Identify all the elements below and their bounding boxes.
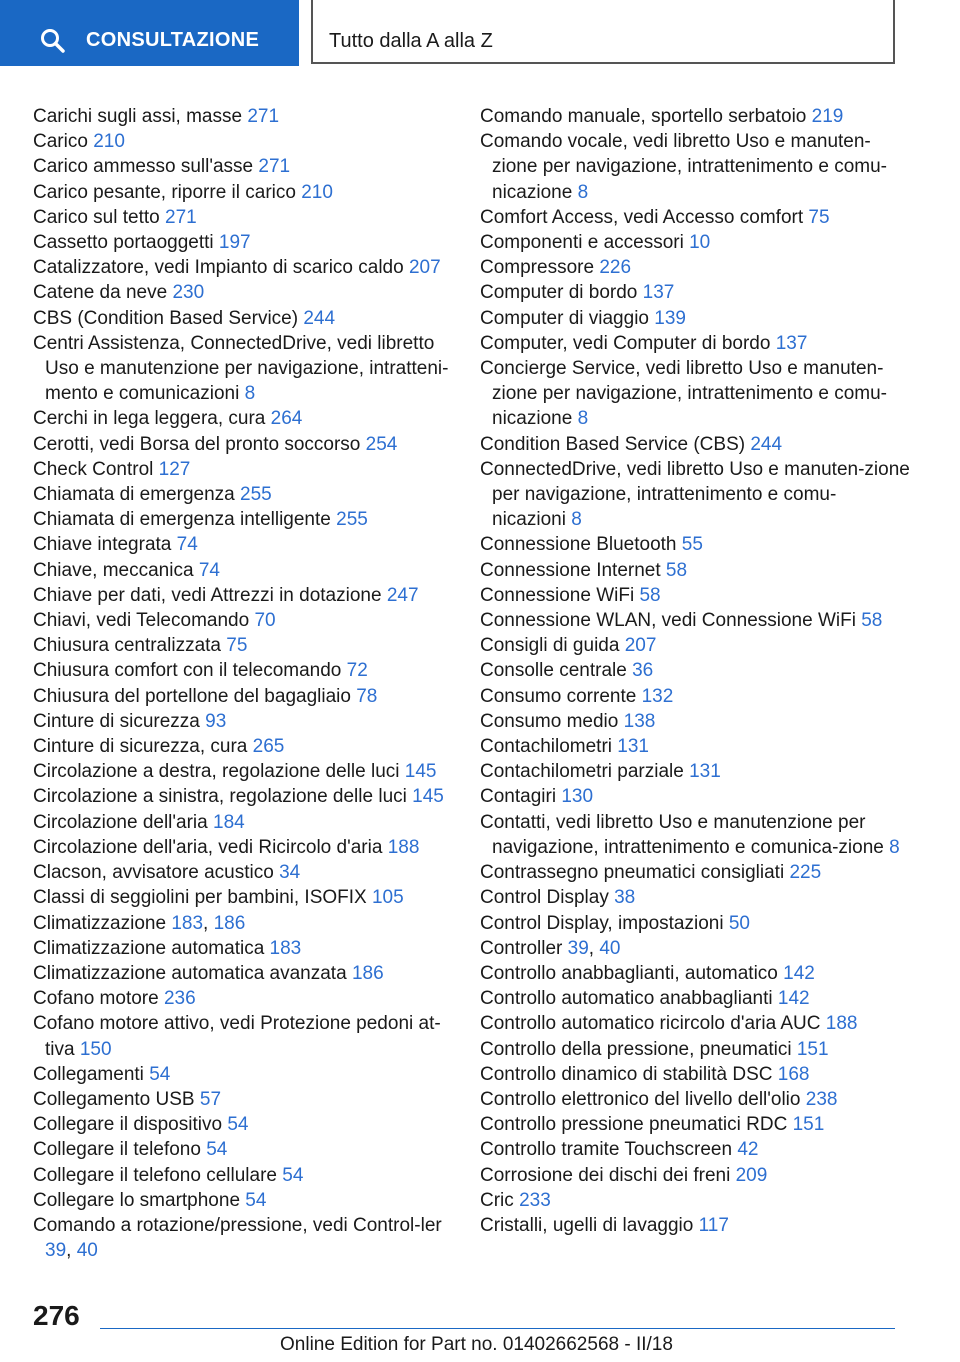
index-entry [33, 583, 453, 608]
index-entry-text: Carico ammesso sull'asse [33, 156, 254, 178]
index-entry [33, 784, 453, 809]
index-entry-text: Comfort Access, vedi Accesso comfort [480, 206, 804, 228]
index-entry-text: Computer di bordo [480, 282, 638, 304]
index-entry [33, 684, 453, 709]
index-entry-text: Collegamenti [33, 1063, 144, 1085]
page-link[interactable]: 8 [889, 836, 900, 858]
index-entry [480, 709, 910, 734]
page-link[interactable]: 10 [689, 232, 711, 254]
page-link[interactable]: 139 [654, 307, 686, 329]
index-entry [33, 180, 453, 205]
index-entry [480, 129, 910, 205]
section-label: CONSULTAZIONE [86, 29, 260, 51]
index-entry-text: Computer di viaggio [480, 307, 649, 329]
page-link[interactable]: 74 [198, 559, 220, 581]
page-link[interactable]: 36 [632, 660, 654, 682]
page-link[interactable]: 39 [567, 937, 589, 959]
page-number: 276 [33, 1300, 80, 1331]
index-entry-text: Chiusura del portellone del bagagliaio [33, 685, 351, 707]
index-entry-text: Collegare il dispositivo [33, 1114, 223, 1136]
index-entry: Climatizzazione 183, 186 [33, 912, 246, 934]
index-entry [33, 154, 453, 179]
index-entry [33, 608, 453, 633]
index-entry-text: Cinture di sicurezza [33, 710, 200, 732]
index-entry-text: Chiave per dati, vedi Attrezzi in dotazione [33, 584, 382, 606]
index-entry-text: Chiamata di emergenza intelligente [33, 509, 331, 531]
index-entry [480, 331, 910, 356]
page-link[interactable]: 271 [258, 156, 291, 178]
page-link[interactable]: 264 [270, 408, 303, 430]
index-entry-text: Centri Assistenza, ConnectedDrive, vedi libretto Uso e manutenzione per navigazione, intratteni-mento e comunicazioni [33, 332, 449, 405]
index-entry-text: Concierge Service, vedi libretto Uso e manuten-zione per navigazione, intrattenimento e comu-nicazione [480, 358, 888, 430]
index-entry [480, 1163, 910, 1188]
index-entry [33, 558, 453, 583]
page-link[interactable]: 50 [728, 912, 750, 934]
index-entry-text: Contachilometri parziale [480, 761, 684, 783]
index-entry-text: Comando manuale, sportello serbatoio [480, 106, 807, 127]
index-entry-text: Collegamento USB [33, 1088, 195, 1110]
index-entry-text: Clacson, avvisatore acustico [33, 862, 274, 884]
index-entry [480, 1087, 910, 1112]
page-link[interactable]: 188 [387, 836, 420, 858]
page-link[interactable]: 54 [282, 1164, 304, 1186]
page-link[interactable]: 271 [247, 106, 280, 127]
index-entry [480, 1037, 910, 1062]
page-link[interactable]: 145 [412, 786, 444, 808]
index-entry [33, 961, 453, 986]
page-link[interactable]: 8 [577, 181, 589, 203]
page-link[interactable]: 186 [351, 962, 384, 984]
index-entry [480, 608, 910, 633]
index-entry [33, 1188, 453, 1213]
index-entry [480, 961, 910, 986]
index-entry-text: Chiavi, vedi Telecomando [33, 610, 250, 632]
section-tab-consultazione[interactable] [0, 0, 299, 66]
page-link[interactable]: 197 [218, 232, 251, 254]
index-entry [33, 1011, 453, 1061]
index-entry [480, 255, 910, 280]
index-entry [33, 331, 453, 407]
index-entry-text: Catene da neve [33, 282, 168, 304]
page-link[interactable]: 230 [172, 282, 205, 304]
index-entry-text: Contachilometri [480, 736, 612, 758]
page-link[interactable]: 75 [226, 635, 248, 657]
index-entry [480, 1137, 910, 1162]
index-entry-text: Carico pesante, riporre il carico [33, 181, 296, 203]
index-entry [480, 810, 910, 860]
page-link[interactable]: 54 [245, 1189, 267, 1211]
page-link[interactable]: 210 [93, 131, 125, 153]
index-entry [33, 1112, 453, 1137]
index-entry [33, 810, 453, 835]
index-entry [480, 104, 910, 129]
index-entry [480, 205, 910, 230]
page-link[interactable]: 39 [45, 1240, 67, 1262]
index-entry-text: Consumo medio [480, 710, 619, 732]
index-entry [480, 306, 910, 331]
index-entry-text: Classi di seggiolini per bambini, ISOFIX [33, 887, 367, 909]
index-entry [33, 986, 453, 1011]
index-entry-text: Circolazione a sinistra, regolazione delle luci [33, 786, 407, 808]
page-link[interactable]: 254 [365, 433, 398, 455]
index-entry [33, 129, 453, 154]
index-entry-text: Circolazione dell'aria [33, 811, 208, 833]
page-link[interactable]: 70 [254, 610, 276, 632]
index-entry [480, 457, 910, 533]
index-entry-text: Consolle centrale [480, 660, 627, 682]
index-entry [480, 1213, 910, 1238]
page-link[interactable]: 207 [624, 635, 657, 657]
index-entry [480, 230, 910, 255]
index-entry-text: Control Display, impostazioni [480, 912, 724, 934]
chapter-title: Tutto dalla A alla Z [329, 30, 493, 52]
page-link[interactable]: 38 [614, 887, 636, 909]
index-entry-text: Chiave integrata [33, 534, 172, 556]
index-entry [480, 860, 910, 885]
index-entry-text: Connessione Bluetooth [480, 534, 677, 556]
index-entry-text: Collegare lo smartphone [33, 1189, 241, 1211]
page-link[interactable]: 40 [599, 937, 621, 959]
page-link[interactable]: 8 [571, 509, 582, 531]
index-entry [33, 709, 453, 734]
index-entry-text: Cric [480, 1189, 514, 1211]
index-entry [33, 936, 453, 961]
page-link[interactable]: 265 [252, 736, 285, 758]
page-link[interactable]: 150 [79, 1038, 112, 1060]
page-link[interactable]: 34 [279, 862, 301, 884]
index-entry [33, 532, 453, 557]
index-entry-text: Collegare il telefono cellulare [33, 1164, 277, 1186]
index-entry: Comando a rotazione/pressione, vedi Control-ler 39, 40 [33, 1214, 442, 1262]
index-entry-text: Check Control [33, 458, 154, 480]
index-entry [33, 1137, 453, 1162]
index-entry [33, 633, 453, 658]
index-entry-text: Controllo elettronico del livello dell'olio [480, 1088, 801, 1110]
index-entry [480, 1112, 910, 1137]
index-entry-text: Climatizzazione [33, 912, 167, 934]
index-entry-text: Componenti e accessori [480, 232, 684, 254]
page-link[interactable]: 8 [244, 383, 256, 405]
index-entry [480, 432, 910, 457]
page-header [0, 0, 960, 66]
index-entry-text: Control Display [480, 887, 609, 909]
page-link[interactable]: 58 [665, 559, 688, 581]
index-entry-text: Carico sul tetto [33, 206, 160, 228]
index-entry-text: Collegare il telefono [33, 1139, 201, 1161]
index-entry [480, 784, 910, 809]
index-entry [33, 835, 453, 860]
index-entry [33, 205, 453, 230]
page-link[interactable]: 40 [76, 1240, 98, 1262]
page-link[interactable]: 244 [303, 307, 336, 329]
page-link[interactable]: 142 [777, 988, 810, 1010]
index-entry-text: Cassetto portaoggetti [33, 232, 214, 254]
index-entry [480, 280, 910, 305]
index-entry [480, 633, 910, 658]
index-entry-text: Contatti, vedi libretto Uso e manutenzione per navigazione, intrattenimento e comunica-zione [480, 811, 884, 858]
index-entry-text: Cerotti, vedi Borsa del pronto soccorso [33, 433, 361, 455]
index-entry [480, 759, 910, 784]
edition-footer: Online Edition for Part no. 01402662568 - II/18 [280, 1334, 673, 1355]
index-entry [33, 507, 453, 532]
index-entry [33, 104, 453, 129]
index-entry [480, 558, 910, 583]
page-link[interactable]: 58 [639, 584, 661, 606]
index-entry-text: Chiusura comfort con il telecomando [33, 660, 342, 682]
index-entry [33, 306, 453, 331]
index-entry-text: Controllo anabbaglianti, automatico [480, 962, 778, 984]
page-link[interactable]: 8 [577, 408, 589, 430]
page-link[interactable]: 138 [623, 710, 656, 732]
index-entry-text: CBS (Condition Based Service) [33, 307, 299, 329]
index-entry [480, 1062, 910, 1087]
index-entry-text: Controller [480, 937, 563, 959]
index-entry [33, 860, 453, 885]
index-entry [480, 1011, 910, 1036]
index-entry [33, 885, 453, 910]
page-link[interactable]: 42 [737, 1139, 759, 1161]
index-entry-text: Carico [33, 131, 88, 153]
page-link[interactable]: 183 [269, 937, 302, 959]
index-entry-text: Comando vocale, vedi libretto Uso e manuten-zione per navigazione, intrattenimento e comu-nicazione [480, 131, 888, 203]
page-link[interactable]: 131 [689, 761, 721, 783]
page-link[interactable]: 142 [783, 962, 815, 984]
page-link[interactable]: 219 [811, 106, 844, 127]
index-entry-text: Contrassegno pneumatici consigliati [480, 862, 785, 884]
index-entry [33, 1163, 453, 1188]
index-entry-text: Chiamata di emergenza [33, 484, 235, 506]
page-link[interactable]: 184 [213, 811, 245, 833]
index-entry [33, 658, 453, 683]
page-link[interactable]: 93 [205, 710, 227, 732]
index-column-right [480, 104, 910, 1238]
index-entry [480, 1188, 910, 1213]
index-entry-text: Climatizzazione automatica [33, 937, 265, 959]
index-entry-text: Corrosione dei dischi dei freni [480, 1164, 731, 1186]
page-link[interactable]: 151 [792, 1114, 825, 1136]
index-entry [480, 885, 910, 910]
page-link[interactable]: 188 [825, 1013, 858, 1035]
page-link[interactable]: 137 [642, 282, 675, 304]
index-entry-text: Consumo corrente [480, 685, 637, 707]
index-entry-text: Contagiri [480, 786, 557, 808]
index-entry-text: Cristalli, ugelli di lavaggio [480, 1214, 694, 1236]
page-link[interactable]: 57 [199, 1088, 222, 1110]
page-link[interactable]: 186 [213, 912, 246, 934]
page-link[interactable]: 72 [346, 660, 368, 682]
page-link[interactable]: 145 [404, 761, 437, 783]
index-entry-text: Controllo automatico anabbaglianti [480, 988, 773, 1010]
index-entry [33, 482, 453, 507]
search-icon [40, 28, 66, 54]
page-link[interactable]: 225 [789, 862, 822, 884]
page-link[interactable]: 271 [165, 206, 197, 228]
index-entry-text: Cofano motore [33, 988, 159, 1010]
page-link[interactable]: 54 [206, 1139, 228, 1161]
index-entry [33, 457, 453, 482]
index-entry-text: Circolazione a destra, regolazione delle luci [33, 761, 400, 783]
index-entry [33, 230, 453, 255]
page-link[interactable]: 209 [735, 1164, 768, 1186]
index-entry [480, 684, 910, 709]
index-entry-text: Comando a rotazione/pressione, vedi Control-ler [33, 1214, 442, 1236]
footer-divider [100, 1328, 895, 1329]
page-link[interactable]: 131 [617, 736, 649, 758]
index-entry [33, 432, 453, 457]
index-entry-text: ConnectedDrive, vedi libretto Uso e manuten-zione per navigazione, intrattenimento e comu-nicazioni [480, 458, 910, 531]
page-link[interactable]: 255 [336, 509, 368, 531]
page-link[interactable]: 207 [408, 257, 441, 279]
index-entry-text: Controllo della pressione, pneumatici [480, 1038, 792, 1060]
page-link[interactable]: 233 [519, 1189, 551, 1211]
index-entry [480, 986, 910, 1011]
index-entry-text: Circolazione dell'aria, vedi Ricircolo d'aria [33, 836, 383, 858]
page-link[interactable]: 54 [227, 1114, 249, 1136]
page-link[interactable]: 130 [561, 786, 594, 808]
index-entry [480, 658, 910, 683]
index-entry-text: Controllo pressione pneumatici RDC [480, 1114, 788, 1136]
page-link[interactable]: 132 [641, 685, 674, 707]
index-entry-text: Condition Based Service (CBS) [480, 433, 746, 455]
page-link[interactable]: 117 [698, 1214, 729, 1236]
page-link[interactable]: 74 [176, 534, 198, 556]
page-link[interactable]: 127 [158, 458, 191, 480]
page-link[interactable]: 236 [163, 988, 196, 1010]
index-entry [33, 734, 453, 759]
index-entry-text: Catalizzatore, vedi Impianto di scarico caldo [33, 257, 404, 279]
page-link[interactable]: 75 [808, 206, 830, 228]
chapter-title-tab[interactable] [311, 0, 895, 64]
page-link[interactable]: 105 [371, 887, 404, 909]
index-entry [480, 583, 910, 608]
page-link[interactable]: 78 [356, 685, 378, 707]
index-entry-text: Consigli di guida [480, 635, 620, 657]
index-entry [480, 734, 910, 759]
page-link[interactable]: 247 [386, 584, 419, 606]
index-entry-text: Climatizzazione automatica avanzata [33, 962, 347, 984]
index-entry-text: Compressore [480, 257, 595, 279]
index-entry [33, 406, 453, 431]
page-link[interactable]: 137 [775, 332, 808, 354]
index-entry [33, 280, 453, 305]
page-link[interactable]: 226 [599, 257, 632, 279]
index-entry [480, 532, 910, 557]
index-entry-text: Cinture di sicurezza, cura [33, 736, 248, 758]
index-entry [33, 255, 453, 280]
page-link[interactable]: 244 [750, 433, 783, 455]
index-entry-text: Connessione WLAN, vedi Connessione WiFi [480, 610, 856, 632]
page-link[interactable]: 210 [301, 181, 333, 203]
index-entry-text: Chiusura centralizzata [33, 635, 221, 657]
page-link[interactable]: 54 [149, 1063, 171, 1085]
page-link[interactable]: 55 [681, 534, 703, 556]
index-entry [480, 356, 910, 432]
index-entry-text: Controllo automatico ricircolo d'aria AUC [480, 1013, 821, 1035]
index-entry-text: Connessione Internet [480, 559, 661, 581]
page-link[interactable]: 168 [777, 1063, 810, 1085]
index-entry [480, 911, 910, 936]
page-link[interactable]: 58 [861, 610, 883, 632]
index-entry-text: Connessione WiFi [480, 584, 635, 606]
index-entry-text: Chiave, meccanica [33, 559, 194, 581]
index-column-left [33, 104, 453, 1263]
index-entry: Controller 39, 40 [480, 937, 621, 959]
index-entry [33, 759, 453, 784]
index-entry-text: Carichi sugli assi, masse [33, 106, 243, 127]
page-link[interactable]: 183 [171, 912, 204, 934]
page-link[interactable]: 238 [805, 1088, 838, 1110]
page-link[interactable]: 255 [240, 484, 272, 506]
page-link[interactable]: 151 [796, 1038, 829, 1060]
index-entry-text: Controllo tramite Touchscreen [480, 1139, 733, 1161]
index-entry-text: Cofano motore attivo, vedi Protezione pedoni at-tiva [33, 1013, 441, 1060]
index-entry-text: Controllo dinamico di stabilità DSC [480, 1063, 773, 1085]
index-entry [33, 1062, 453, 1087]
index-entry [33, 1087, 453, 1112]
index-entry-text: Computer, vedi Computer di bordo [480, 332, 771, 354]
index-entry-text: Cerchi in lega leggera, cura [33, 408, 266, 430]
